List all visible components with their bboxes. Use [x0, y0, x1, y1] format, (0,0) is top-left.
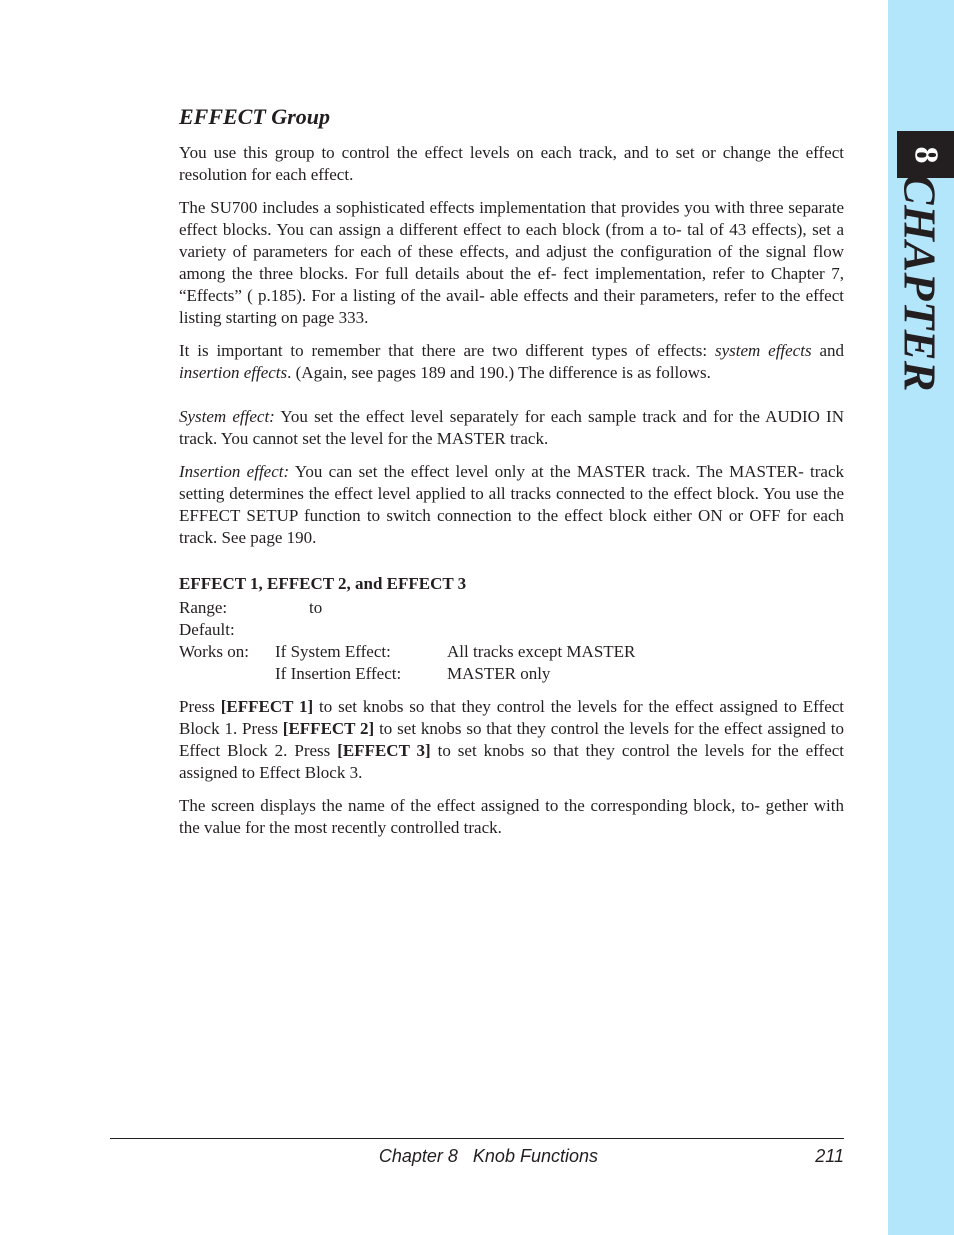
- works-on-label: Works on:: [179, 642, 249, 661]
- default-label: Default:: [179, 620, 235, 639]
- chapter-number-tab: [897, 131, 954, 178]
- range-to: to: [309, 598, 323, 617]
- parameter-spec: [179, 597, 844, 685]
- range-label: Range:: [179, 598, 228, 617]
- chapter-word: CHAPTER: [894, 173, 946, 393]
- effect3-key: [EFFECT 3]: [337, 741, 431, 760]
- press-paragraph: [179, 696, 844, 784]
- footer-chapter-label: Chapter 8 Knob Functions: [378, 1146, 598, 1166]
- effect-types-text-c: and: [811, 341, 844, 360]
- effect1-key: [EFFECT 1]: [220, 697, 314, 716]
- system-effects-term: system effects: [714, 341, 812, 360]
- system-effect-paragraph: [179, 406, 844, 450]
- works-on-row: [179, 641, 844, 663]
- effect2-key: [EFFECT 2]: [282, 719, 375, 738]
- press-text-3: to set knobs so that they control the levels for the effect assigned to Effect Block 2. Press: [179, 719, 845, 760]
- insertion-effects-term: insertion effects: [179, 363, 288, 382]
- footer-rule: [110, 1138, 844, 1139]
- press-text-1: Press: [179, 697, 221, 716]
- works-insertion-value: MASTER only: [447, 664, 551, 683]
- range-row: [179, 597, 844, 619]
- system-effect-text: You set the effect level separately for each sample track and for the AUDIO IN track. You cannot set the level for the MASTER track.: [179, 407, 844, 448]
- screen-paragraph: The screen displays the name of the effect assigned to the corresponding block, to- gether with the value for the most recently controlled track.: [179, 796, 844, 837]
- effect-types-text-e: . (Again, see pages 189 and 190.) The difference is as follows.: [287, 363, 711, 382]
- intro-paragraph: You use this group to control the effect levels on each track, and to set or change the effect resolution for each effect.: [179, 143, 844, 184]
- press-text-2: to set knobs so that they control the levels for the effect assigned to Effect Block 1. Press: [179, 697, 845, 738]
- page-footer: [110, 1143, 844, 1169]
- insertion-effect-paragraph: [179, 461, 844, 549]
- works-system-value: All tracks except MASTER: [447, 642, 636, 661]
- works-insertion-label: If Insertion Effect:: [275, 664, 402, 683]
- subsection-heading: EFFECT 1, EFFECT 2, and EFFECT 3: [179, 574, 467, 593]
- su700-paragraph: The SU700 includes a sophisticated effects implementation that provides you with three separate effect blocks. You can assign a different effect to each block (from a to- tal of 43 effects), set a variety of parameters for each of these effects, and adjust the configuration of the signal flow among the three blocks. For full details about the ef- fect implementation, refer to Chapter 7, “Effects” ( p.185). For a listing of the avail- able effects and their parameters, refer to the effect listing starting on page 333.: [179, 198, 844, 327]
- page-number: 211: [815, 1146, 844, 1166]
- page-body: [179, 104, 844, 850]
- press-text-4: to set knobs so that they control the levels for the effect assigned to Effect Block 3.: [179, 741, 845, 782]
- works-system-label: If System Effect:: [275, 642, 391, 661]
- works-on-row-insertion: [179, 663, 844, 685]
- section-heading: EFFECT Group: [179, 104, 330, 129]
- works-spacer: [179, 663, 275, 685]
- system-effect-label: System effect:: [179, 407, 275, 426]
- chapter-number: 8: [907, 146, 945, 163]
- effect-types-text-a: It is important to remember that there are two different types of effects:: [179, 341, 715, 360]
- effect-types-paragraph: [179, 340, 844, 384]
- default-row: [179, 619, 844, 641]
- insertion-effect-label: Insertion effect:: [179, 462, 290, 481]
- insertion-effect-text: You can set the effect level only at the MASTER track. The MASTER- track setting determines the effect level applied to all tracks connected to the effect block. You use the EFFECT SETUP function to switch connection to the effect block either ON or OFF for each track. See page 190.: [179, 462, 844, 547]
